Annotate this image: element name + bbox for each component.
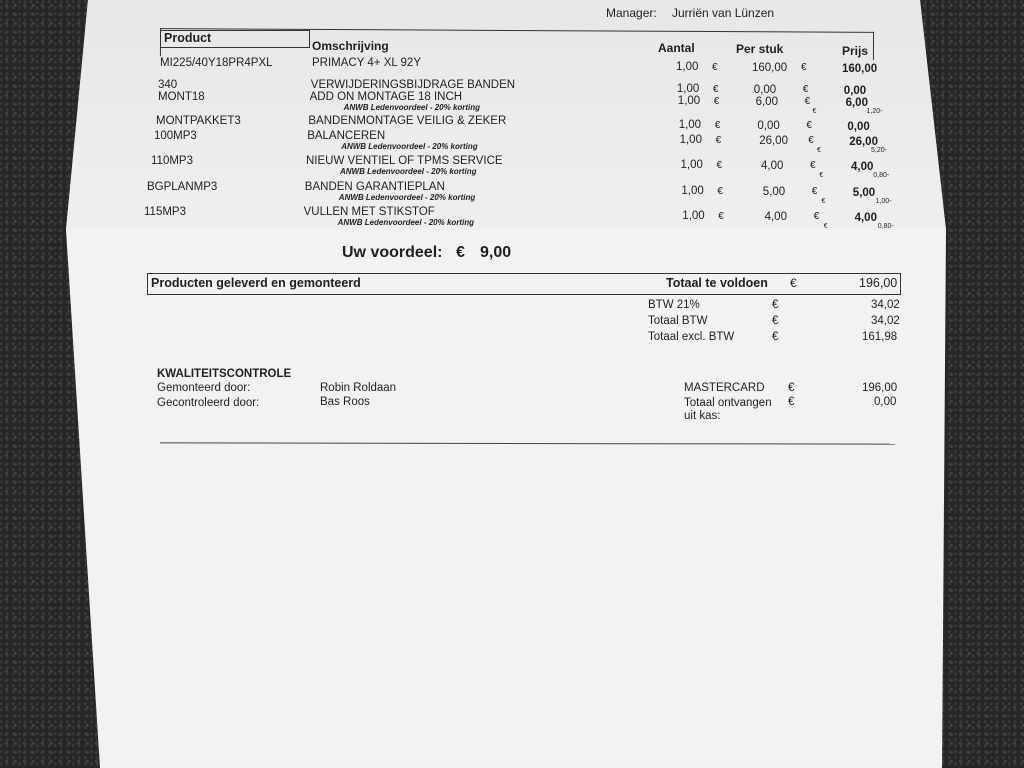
header-qty: Aantal	[658, 41, 695, 55]
row-qty-currency: €	[714, 120, 721, 131]
row-price: 4,00	[851, 161, 874, 173]
tax-currency: €	[772, 315, 779, 327]
checked-label: Gecontroleerd door:	[157, 397, 260, 409]
row-discount-amount: 1,20-	[866, 108, 883, 115]
tax-amount: 34,02	[871, 315, 900, 327]
mounted-label: Gemonteerd door:	[157, 382, 251, 394]
row-discount-note: ANWB Ledenvoordeel - 20% korting	[341, 142, 478, 151]
row-unit-price: 6,00	[755, 96, 778, 108]
manager-name: Jurriën van Lünzen	[672, 6, 775, 20]
payment-cash-currency: €	[788, 396, 795, 408]
row-unit-price: 4,00	[764, 211, 787, 223]
row-description: NIEUW VENTIEL OF TPMS SERVICE	[306, 155, 503, 167]
row-code: MI225/40Y18PR4PXL	[160, 57, 273, 69]
row-qty: 1,00	[682, 210, 705, 222]
tax-amount: 34,02	[871, 299, 900, 311]
header-product: Product	[164, 31, 212, 45]
tax-amount: 161,98	[862, 331, 898, 343]
row-unit-currency: €	[810, 160, 816, 171]
total-due-currency: €	[790, 276, 797, 290]
advantage-currency: €	[456, 244, 465, 261]
row-description: PRIMACY 4+ XL 92Y	[312, 57, 421, 69]
total-due-amount: 196,00	[859, 276, 898, 290]
advantage-amount: 9,00	[480, 244, 512, 261]
row-code: MONTPAKKET3	[156, 115, 241, 127]
row-description: BALANCEREN	[307, 130, 386, 142]
row-price: 0,00	[847, 121, 870, 133]
payment-cash-amount: 0,00	[874, 396, 897, 408]
row-discount-amount: 5,20-	[871, 147, 887, 154]
row-qty-currency: €	[716, 160, 723, 171]
header-per-unit: Per stuk	[736, 42, 784, 56]
row-price: 5,00	[852, 187, 876, 199]
total-due-label: Totaal te voldoen	[666, 276, 768, 290]
row-qty: 1,00	[679, 134, 702, 146]
payment-card-label: MASTERCARD	[684, 382, 765, 394]
row-discount-amount: 0,80-	[873, 172, 890, 179]
row-qty-currency: €	[712, 84, 719, 95]
row-qty-currency: €	[712, 62, 718, 73]
row-unit-currency: €	[808, 135, 814, 146]
row-qty: 1,00	[681, 185, 704, 197]
row-unit-currency: €	[806, 120, 812, 131]
row-discount-currency: €	[812, 108, 817, 115]
row-discount-note: ANWB Ledenvoordeel - 20% korting	[338, 193, 476, 202]
checked-by: Bas Roos	[320, 396, 370, 408]
row-discount-note: ANWB Ledenvoordeel - 20% korting	[343, 103, 481, 112]
tax-label: Totaal BTW	[648, 315, 708, 327]
row-qty-currency: €	[715, 135, 722, 146]
payment-cash-label: Totaal ontvangen uit kas:	[684, 397, 772, 422]
row-price: 0,00	[843, 85, 867, 97]
row-price: 4,00	[854, 212, 877, 224]
row-discount-note: ANWB Ledenvoordeel - 20% korting	[340, 167, 477, 176]
row-unit-price: 4,00	[761, 160, 784, 172]
row-qty: 1,00	[677, 95, 701, 107]
row-code: BGPLANMP3	[147, 181, 218, 193]
manager-label: Manager:	[606, 6, 657, 20]
advantage-label: Uw voordeel:	[342, 244, 443, 261]
row-discount-currency: €	[817, 147, 821, 154]
row-code: 340	[158, 79, 178, 91]
row-qty-currency: €	[713, 96, 720, 107]
tax-label: BTW 21%	[648, 299, 700, 311]
quality-title: KWALITEITSCONTROLE	[157, 368, 292, 380]
row-discount-amount: 0,80-	[877, 223, 894, 230]
row-unit-currency: €	[813, 211, 820, 222]
tax-currency: €	[772, 331, 779, 343]
row-description: VERWIJDERINGSBIJDRAGE BANDEN	[310, 79, 516, 91]
row-code: 115MP3	[144, 206, 186, 218]
row-unit-price: 0,00	[753, 84, 777, 96]
row-description: VULLEN MET STIKSTOF	[303, 206, 435, 218]
row-unit-price: 160,00	[752, 62, 788, 74]
header-description: Omschrijving	[312, 39, 389, 53]
header-price: Prijs	[842, 44, 869, 58]
row-discount-currency: €	[819, 172, 824, 179]
row-description: ADD ON MONTAGE 18 INCH	[309, 91, 463, 103]
row-unit-currency: €	[802, 84, 809, 95]
row-discount-amount: 1,00-	[875, 198, 892, 205]
row-description: BANDENMONTAGE VEILIG & ZEKER	[308, 115, 507, 127]
row-unit-currency: €	[804, 96, 811, 107]
row-qty: 1,00	[676, 83, 700, 95]
row-qty-currency: €	[717, 186, 723, 197]
payment-card-amount: 196,00	[862, 382, 898, 394]
row-qty: 1,00	[676, 61, 699, 73]
row-code: 110MP3	[151, 155, 193, 167]
mounted-by: Robin Roldaan	[320, 382, 397, 394]
row-unit-price: 0,00	[757, 120, 780, 132]
row-price: 26,00	[849, 136, 878, 148]
row-price: 160,00	[842, 63, 878, 75]
row-price: 6,00	[845, 97, 868, 109]
row-unit-currency: €	[801, 62, 807, 73]
row-code: 100MP3	[154, 130, 197, 142]
row-unit-price: 26,00	[759, 135, 788, 147]
row-discount-note: ANWB Ledenvoordeel - 20% korting	[337, 218, 475, 227]
tax-currency: €	[772, 299, 779, 311]
tax-label: Totaal excl. BTW	[648, 331, 735, 343]
row-qty: 1,00	[678, 119, 702, 131]
row-discount-currency: €	[823, 223, 828, 230]
row-unit-currency: €	[811, 186, 818, 197]
row-unit-price: 5,00	[762, 186, 786, 198]
row-qty-currency: €	[718, 211, 724, 222]
row-code: MONT18	[158, 91, 205, 103]
row-discount-currency: €	[821, 198, 826, 205]
payment-card-currency: €	[788, 382, 795, 394]
row-description: BANDEN GARANTIEPLAN	[304, 181, 445, 193]
total-bar-left: Producten geleverd en gemonteerd	[151, 276, 361, 290]
row-qty: 1,00	[680, 159, 703, 171]
